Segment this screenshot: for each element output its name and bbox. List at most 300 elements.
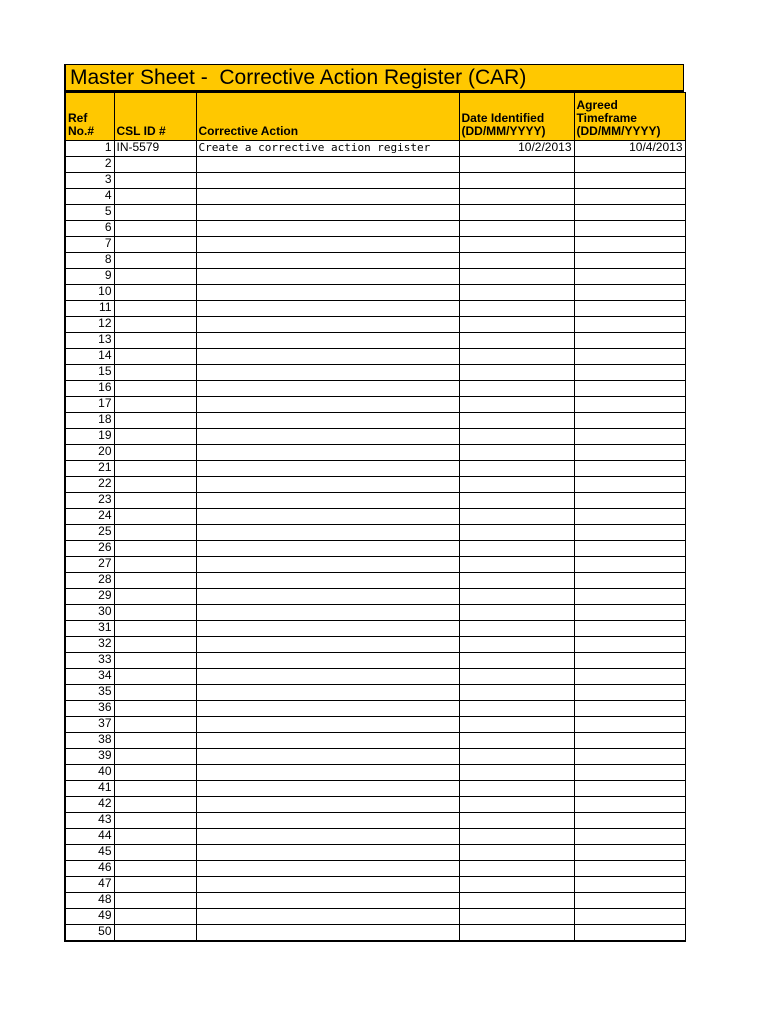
cell-csl-id[interactable] bbox=[114, 909, 196, 925]
cell-agreed-timeframe[interactable] bbox=[574, 541, 685, 557]
cell-date-identified[interactable] bbox=[459, 669, 574, 685]
cell-csl-id[interactable] bbox=[114, 429, 196, 445]
cell-date-identified[interactable] bbox=[459, 557, 574, 573]
cell-corrective-action[interactable] bbox=[196, 413, 459, 429]
cell-date-identified[interactable] bbox=[459, 925, 574, 941]
cell-ref[interactable]: 31 bbox=[65, 621, 114, 637]
cell-csl-id[interactable] bbox=[114, 845, 196, 861]
cell-agreed-timeframe[interactable] bbox=[574, 861, 685, 877]
cell-agreed-timeframe[interactable] bbox=[574, 845, 685, 861]
cell-date-identified[interactable] bbox=[459, 781, 574, 797]
cell-corrective-action[interactable] bbox=[196, 909, 459, 925]
cell-date-identified[interactable] bbox=[459, 797, 574, 813]
cell-agreed-timeframe[interactable] bbox=[574, 189, 685, 205]
cell-csl-id[interactable] bbox=[114, 381, 196, 397]
cell-csl-id[interactable] bbox=[114, 333, 196, 349]
column-header-line: Corrective Action bbox=[198, 124, 299, 138]
table-row bbox=[65, 925, 685, 941]
cell-agreed-timeframe[interactable] bbox=[574, 781, 685, 797]
cell-corrective-action[interactable] bbox=[196, 381, 459, 397]
table-row bbox=[65, 733, 685, 749]
cell-ref[interactable]: 36 bbox=[65, 701, 114, 717]
cell-date-identified[interactable] bbox=[459, 157, 574, 173]
table-row bbox=[65, 477, 685, 493]
cell-csl-id[interactable] bbox=[114, 829, 196, 845]
cell-corrective-action[interactable] bbox=[196, 669, 459, 685]
cell-agreed-timeframe[interactable] bbox=[574, 365, 685, 381]
cell-corrective-action[interactable] bbox=[196, 701, 459, 717]
cell-date-identified[interactable] bbox=[459, 237, 574, 253]
cell-date-identified[interactable] bbox=[459, 685, 574, 701]
cell-ref[interactable]: 32 bbox=[65, 637, 114, 653]
cell-corrective-action[interactable] bbox=[196, 237, 459, 253]
cell-date-identified[interactable] bbox=[459, 285, 574, 301]
cell-csl-id[interactable] bbox=[114, 205, 196, 221]
cell-date-identified[interactable] bbox=[459, 477, 574, 493]
cell-csl-id[interactable] bbox=[114, 365, 196, 381]
cell-ref[interactable]: 22 bbox=[65, 477, 114, 493]
cell-corrective-action[interactable] bbox=[196, 685, 459, 701]
cell-agreed-timeframe[interactable] bbox=[574, 525, 685, 541]
cell-date-identified[interactable] bbox=[459, 813, 574, 829]
table-row bbox=[65, 813, 685, 829]
table-row bbox=[65, 605, 685, 621]
cell-agreed-timeframe[interactable] bbox=[574, 877, 685, 893]
table-row bbox=[65, 621, 685, 637]
cell-agreed-timeframe[interactable] bbox=[574, 589, 685, 605]
cell-corrective-action[interactable] bbox=[196, 557, 459, 573]
cell-ref[interactable]: 6 bbox=[65, 221, 114, 237]
cell-corrective-action[interactable] bbox=[196, 253, 459, 269]
cell-agreed-timeframe[interactable] bbox=[574, 237, 685, 253]
cell-ref[interactable]: 47 bbox=[65, 877, 114, 893]
cell-agreed-timeframe[interactable] bbox=[574, 477, 685, 493]
table-row bbox=[65, 557, 685, 573]
cell-csl-id[interactable] bbox=[114, 221, 196, 237]
table-row bbox=[65, 589, 685, 605]
table-row bbox=[65, 845, 685, 861]
table-row bbox=[65, 877, 685, 893]
cell-corrective-action[interactable] bbox=[196, 221, 459, 237]
cell-ref[interactable]: 37 bbox=[65, 717, 114, 733]
cell-corrective-action[interactable] bbox=[196, 781, 459, 797]
cell-date-identified[interactable] bbox=[459, 189, 574, 205]
cell-agreed-timeframe[interactable] bbox=[574, 685, 685, 701]
column-header-line: No.# bbox=[68, 124, 95, 138]
table-row bbox=[65, 637, 685, 653]
cell-ref[interactable]: 12 bbox=[65, 317, 114, 333]
car-sheet bbox=[64, 64, 684, 942]
cell-agreed-timeframe[interactable] bbox=[574, 749, 685, 765]
cell-agreed-timeframe[interactable] bbox=[574, 253, 685, 269]
cell-csl-id[interactable] bbox=[114, 173, 196, 189]
cell-ref[interactable]: 20 bbox=[65, 445, 114, 461]
cell-corrective-action[interactable] bbox=[196, 653, 459, 669]
cell-ref[interactable]: 23 bbox=[65, 493, 114, 509]
cell-ref[interactable]: 44 bbox=[65, 829, 114, 845]
cell-ref[interactable]: 29 bbox=[65, 589, 114, 605]
cell-agreed-timeframe[interactable] bbox=[574, 509, 685, 525]
cell-date-identified[interactable] bbox=[459, 605, 574, 621]
cell-ref[interactable]: 30 bbox=[65, 605, 114, 621]
cell-ref[interactable]: 4 bbox=[65, 189, 114, 205]
cell-csl-id[interactable] bbox=[114, 717, 196, 733]
cell-date-identified[interactable] bbox=[459, 717, 574, 733]
sheet-title: Master Sheet - Corrective Action Register (CAR) bbox=[64, 64, 684, 92]
table-row bbox=[65, 685, 685, 701]
cell-agreed-timeframe[interactable] bbox=[574, 269, 685, 285]
cell-date-identified[interactable] bbox=[459, 621, 574, 637]
cell-corrective-action[interactable] bbox=[196, 893, 459, 909]
cell-csl-id[interactable] bbox=[114, 861, 196, 877]
cell-agreed-timeframe[interactable] bbox=[574, 397, 685, 413]
cell-agreed-timeframe[interactable] bbox=[574, 445, 685, 461]
table-row bbox=[65, 333, 685, 349]
cell-corrective-action[interactable] bbox=[196, 429, 459, 445]
cell-corrective-action[interactable] bbox=[196, 477, 459, 493]
table-row bbox=[65, 253, 685, 269]
cell-agreed-timeframe[interactable] bbox=[574, 381, 685, 397]
cell-ref[interactable]: 15 bbox=[65, 365, 114, 381]
table-row bbox=[65, 669, 685, 685]
cell-csl-id[interactable] bbox=[114, 493, 196, 509]
cell-corrective-action[interactable] bbox=[196, 621, 459, 637]
table-row bbox=[65, 861, 685, 877]
cell-ref[interactable]: 50 bbox=[65, 925, 114, 941]
cell-ref[interactable]: 17 bbox=[65, 397, 114, 413]
cell-agreed-timeframe[interactable] bbox=[574, 813, 685, 829]
cell-agreed-timeframe[interactable] bbox=[574, 829, 685, 845]
cell-corrective-action[interactable] bbox=[196, 541, 459, 557]
cell-ref[interactable]: 34 bbox=[65, 669, 114, 685]
cell-corrective-action[interactable] bbox=[196, 285, 459, 301]
cell-csl-id[interactable] bbox=[114, 573, 196, 589]
cell-date-identified[interactable] bbox=[459, 461, 574, 477]
cell-date-identified[interactable] bbox=[459, 317, 574, 333]
cell-csl-id[interactable] bbox=[114, 349, 196, 365]
cell-ref[interactable]: 27 bbox=[65, 557, 114, 573]
cell-ref[interactable]: 28 bbox=[65, 573, 114, 589]
cell-date-identified[interactable] bbox=[459, 397, 574, 413]
cell-agreed-timeframe[interactable] bbox=[574, 301, 685, 317]
table-row bbox=[65, 541, 685, 557]
cell-ref[interactable]: 46 bbox=[65, 861, 114, 877]
cell-ref[interactable]: 38 bbox=[65, 733, 114, 749]
cell-csl-id[interactable]: IN-5579 bbox=[114, 141, 196, 157]
cell-date-identified[interactable] bbox=[459, 749, 574, 765]
cell-agreed-timeframe[interactable] bbox=[574, 717, 685, 733]
cell-csl-id[interactable] bbox=[114, 605, 196, 621]
cell-csl-id[interactable] bbox=[114, 301, 196, 317]
cell-agreed-timeframe[interactable] bbox=[574, 701, 685, 717]
table-row bbox=[65, 141, 685, 157]
cell-corrective-action[interactable] bbox=[196, 509, 459, 525]
cell-agreed-timeframe[interactable] bbox=[574, 621, 685, 637]
table-row bbox=[65, 429, 685, 445]
cell-ref[interactable]: 13 bbox=[65, 333, 114, 349]
cell-agreed-timeframe[interactable] bbox=[574, 221, 685, 237]
cell-csl-id[interactable] bbox=[114, 397, 196, 413]
column-header-date-identified bbox=[459, 93, 574, 141]
cell-ref[interactable]: 18 bbox=[65, 413, 114, 429]
cell-agreed-timeframe[interactable] bbox=[574, 925, 685, 941]
cell-agreed-timeframe[interactable] bbox=[574, 461, 685, 477]
cell-csl-id[interactable] bbox=[114, 285, 196, 301]
table-row bbox=[65, 525, 685, 541]
cell-csl-id[interactable] bbox=[114, 701, 196, 717]
cell-corrective-action[interactable] bbox=[196, 925, 459, 941]
table-row bbox=[65, 237, 685, 253]
cell-agreed-timeframe[interactable] bbox=[574, 669, 685, 685]
cell-csl-id[interactable] bbox=[114, 893, 196, 909]
cell-date-identified[interactable] bbox=[459, 301, 574, 317]
table-row bbox=[65, 797, 685, 813]
cell-corrective-action[interactable]: Create a corrective action register bbox=[196, 141, 459, 157]
cell-csl-id[interactable] bbox=[114, 237, 196, 253]
cell-ref[interactable]: 19 bbox=[65, 429, 114, 445]
table-row bbox=[65, 349, 685, 365]
cell-corrective-action[interactable] bbox=[196, 765, 459, 781]
table-row bbox=[65, 189, 685, 205]
cell-csl-id[interactable] bbox=[114, 781, 196, 797]
table-row bbox=[65, 221, 685, 237]
cell-agreed-timeframe[interactable] bbox=[574, 573, 685, 589]
cell-date-identified[interactable] bbox=[459, 349, 574, 365]
cell-corrective-action[interactable] bbox=[196, 445, 459, 461]
cell-corrective-action[interactable] bbox=[196, 797, 459, 813]
cell-date-identified[interactable] bbox=[459, 381, 574, 397]
cell-date-identified[interactable] bbox=[459, 733, 574, 749]
cell-date-identified[interactable] bbox=[459, 893, 574, 909]
cell-agreed-timeframe[interactable] bbox=[574, 653, 685, 669]
cell-date-identified[interactable] bbox=[459, 429, 574, 445]
cell-ref[interactable]: 43 bbox=[65, 813, 114, 829]
cell-csl-id[interactable] bbox=[114, 765, 196, 781]
cell-ref[interactable]: 45 bbox=[65, 845, 114, 861]
cell-date-identified[interactable] bbox=[459, 221, 574, 237]
cell-csl-id[interactable] bbox=[114, 749, 196, 765]
cell-ref[interactable]: 21 bbox=[65, 461, 114, 477]
table-row bbox=[65, 653, 685, 669]
cell-date-identified[interactable] bbox=[459, 365, 574, 381]
cell-ref[interactable]: 7 bbox=[65, 237, 114, 253]
cell-agreed-timeframe[interactable] bbox=[574, 157, 685, 173]
cell-ref[interactable]: 33 bbox=[65, 653, 114, 669]
cell-ref[interactable]: 14 bbox=[65, 349, 114, 365]
cell-agreed-timeframe[interactable] bbox=[574, 893, 685, 909]
cell-csl-id[interactable] bbox=[114, 653, 196, 669]
cell-date-identified[interactable]: 10/2/2013 bbox=[459, 141, 574, 157]
cell-corrective-action[interactable] bbox=[196, 397, 459, 413]
cell-agreed-timeframe[interactable] bbox=[574, 317, 685, 333]
cell-date-identified[interactable] bbox=[459, 205, 574, 221]
column-header-line: (DD/MM/YYYY) bbox=[576, 124, 661, 138]
cell-ref[interactable]: 41 bbox=[65, 781, 114, 797]
cell-agreed-timeframe[interactable] bbox=[574, 605, 685, 621]
cell-corrective-action[interactable] bbox=[196, 269, 459, 285]
cell-csl-id[interactable] bbox=[114, 477, 196, 493]
cell-date-identified[interactable] bbox=[459, 525, 574, 541]
cell-ref[interactable]: 42 bbox=[65, 797, 114, 813]
cell-corrective-action[interactable] bbox=[196, 349, 459, 365]
cell-csl-id[interactable] bbox=[114, 925, 196, 941]
cell-corrective-action[interactable] bbox=[196, 525, 459, 541]
cell-date-identified[interactable] bbox=[459, 589, 574, 605]
cell-csl-id[interactable] bbox=[114, 797, 196, 813]
column-header-line: CSL ID # bbox=[116, 124, 166, 138]
table-row bbox=[65, 173, 685, 189]
column-header-line: Agreed bbox=[576, 98, 618, 112]
cell-corrective-action[interactable] bbox=[196, 813, 459, 829]
cell-date-identified[interactable] bbox=[459, 637, 574, 653]
cell-corrective-action[interactable] bbox=[196, 173, 459, 189]
table-row bbox=[65, 765, 685, 781]
car-table bbox=[64, 92, 686, 942]
cell-corrective-action[interactable] bbox=[196, 829, 459, 845]
cell-ref[interactable]: 39 bbox=[65, 749, 114, 765]
table-row bbox=[65, 717, 685, 733]
cell-agreed-timeframe[interactable] bbox=[574, 285, 685, 301]
cell-agreed-timeframe[interactable] bbox=[574, 173, 685, 189]
cell-agreed-timeframe[interactable] bbox=[574, 493, 685, 509]
table-row bbox=[65, 269, 685, 285]
cell-csl-id[interactable] bbox=[114, 189, 196, 205]
cell-date-identified[interactable] bbox=[459, 765, 574, 781]
cell-date-identified[interactable] bbox=[459, 413, 574, 429]
cell-ref[interactable]: 40 bbox=[65, 765, 114, 781]
cell-agreed-timeframe[interactable] bbox=[574, 349, 685, 365]
cell-agreed-timeframe[interactable] bbox=[574, 733, 685, 749]
cell-csl-id[interactable] bbox=[114, 813, 196, 829]
cell-ref[interactable]: 9 bbox=[65, 269, 114, 285]
cell-corrective-action[interactable] bbox=[196, 877, 459, 893]
cell-corrective-action[interactable] bbox=[196, 573, 459, 589]
cell-ref[interactable]: 2 bbox=[65, 157, 114, 173]
cell-date-identified[interactable] bbox=[459, 509, 574, 525]
cell-date-identified[interactable] bbox=[459, 173, 574, 189]
cell-ref[interactable]: 49 bbox=[65, 909, 114, 925]
cell-ref[interactable]: 26 bbox=[65, 541, 114, 557]
cell-agreed-timeframe[interactable] bbox=[574, 429, 685, 445]
cell-csl-id[interactable] bbox=[114, 253, 196, 269]
cell-date-identified[interactable] bbox=[459, 877, 574, 893]
header-row bbox=[65, 93, 685, 141]
cell-ref[interactable]: 11 bbox=[65, 301, 114, 317]
cell-ref[interactable]: 24 bbox=[65, 509, 114, 525]
cell-csl-id[interactable] bbox=[114, 541, 196, 557]
cell-agreed-timeframe[interactable] bbox=[574, 205, 685, 221]
cell-ref[interactable]: 1 bbox=[65, 141, 114, 157]
column-header-line: Timeframe bbox=[576, 111, 637, 125]
cell-agreed-timeframe[interactable]: 10/4/2013 bbox=[574, 141, 685, 157]
cell-csl-id[interactable] bbox=[114, 509, 196, 525]
table-row bbox=[65, 509, 685, 525]
cell-corrective-action[interactable] bbox=[196, 861, 459, 877]
cell-csl-id[interactable] bbox=[114, 317, 196, 333]
cell-corrective-action[interactable] bbox=[196, 845, 459, 861]
cell-corrective-action[interactable] bbox=[196, 317, 459, 333]
cell-agreed-timeframe[interactable] bbox=[574, 637, 685, 653]
cell-agreed-timeframe[interactable] bbox=[574, 333, 685, 349]
cell-csl-id[interactable] bbox=[114, 557, 196, 573]
cell-corrective-action[interactable] bbox=[196, 461, 459, 477]
table-row bbox=[65, 493, 685, 509]
cell-date-identified[interactable] bbox=[459, 333, 574, 349]
column-header-line: Date Identified bbox=[461, 111, 545, 125]
cell-date-identified[interactable] bbox=[459, 253, 574, 269]
cell-ref[interactable]: 25 bbox=[65, 525, 114, 541]
cell-date-identified[interactable] bbox=[459, 445, 574, 461]
cell-date-identified[interactable] bbox=[459, 829, 574, 845]
cell-date-identified[interactable] bbox=[459, 909, 574, 925]
cell-corrective-action[interactable] bbox=[196, 365, 459, 381]
cell-corrective-action[interactable] bbox=[196, 189, 459, 205]
cell-date-identified[interactable] bbox=[459, 269, 574, 285]
cell-date-identified[interactable] bbox=[459, 573, 574, 589]
cell-ref[interactable]: 16 bbox=[65, 381, 114, 397]
cell-csl-id[interactable] bbox=[114, 685, 196, 701]
cell-ref[interactable]: 3 bbox=[65, 173, 114, 189]
table-row bbox=[65, 301, 685, 317]
cell-corrective-action[interactable] bbox=[196, 605, 459, 621]
cell-csl-id[interactable] bbox=[114, 157, 196, 173]
column-header-line: Ref bbox=[68, 111, 88, 125]
cell-csl-id[interactable] bbox=[114, 589, 196, 605]
cell-csl-id[interactable] bbox=[114, 445, 196, 461]
cell-agreed-timeframe[interactable] bbox=[574, 413, 685, 429]
column-header-agreed-timeframe bbox=[574, 93, 685, 141]
cell-corrective-action[interactable] bbox=[196, 157, 459, 173]
column-header-line: (DD/MM/YYYY) bbox=[461, 124, 546, 138]
cell-csl-id[interactable] bbox=[114, 461, 196, 477]
cell-agreed-timeframe[interactable] bbox=[574, 557, 685, 573]
cell-agreed-timeframe[interactable] bbox=[574, 797, 685, 813]
cell-date-identified[interactable] bbox=[459, 541, 574, 557]
cell-date-identified[interactable] bbox=[459, 701, 574, 717]
cell-agreed-timeframe[interactable] bbox=[574, 909, 685, 925]
cell-ref[interactable]: 8 bbox=[65, 253, 114, 269]
cell-ref[interactable]: 35 bbox=[65, 685, 114, 701]
cell-date-identified[interactable] bbox=[459, 861, 574, 877]
table-row bbox=[65, 413, 685, 429]
cell-corrective-action[interactable] bbox=[196, 733, 459, 749]
cell-date-identified[interactable] bbox=[459, 845, 574, 861]
cell-ref[interactable]: 10 bbox=[65, 285, 114, 301]
cell-corrective-action[interactable] bbox=[196, 301, 459, 317]
cell-corrective-action[interactable] bbox=[196, 333, 459, 349]
cell-csl-id[interactable] bbox=[114, 525, 196, 541]
cell-corrective-action[interactable] bbox=[196, 717, 459, 733]
table-row bbox=[65, 317, 685, 333]
cell-csl-id[interactable] bbox=[114, 669, 196, 685]
cell-date-identified[interactable] bbox=[459, 493, 574, 509]
cell-date-identified[interactable] bbox=[459, 653, 574, 669]
cell-csl-id[interactable] bbox=[114, 269, 196, 285]
cell-corrective-action[interactable] bbox=[196, 749, 459, 765]
cell-corrective-action[interactable] bbox=[196, 589, 459, 605]
cell-ref[interactable]: 5 bbox=[65, 205, 114, 221]
cell-csl-id[interactable] bbox=[114, 733, 196, 749]
cell-corrective-action[interactable] bbox=[196, 637, 459, 653]
cell-agreed-timeframe[interactable] bbox=[574, 765, 685, 781]
cell-csl-id[interactable] bbox=[114, 621, 196, 637]
cell-csl-id[interactable] bbox=[114, 637, 196, 653]
cell-ref[interactable]: 48 bbox=[65, 893, 114, 909]
cell-corrective-action[interactable] bbox=[196, 493, 459, 509]
cell-csl-id[interactable] bbox=[114, 413, 196, 429]
cell-corrective-action[interactable] bbox=[196, 205, 459, 221]
cell-csl-id[interactable] bbox=[114, 877, 196, 893]
